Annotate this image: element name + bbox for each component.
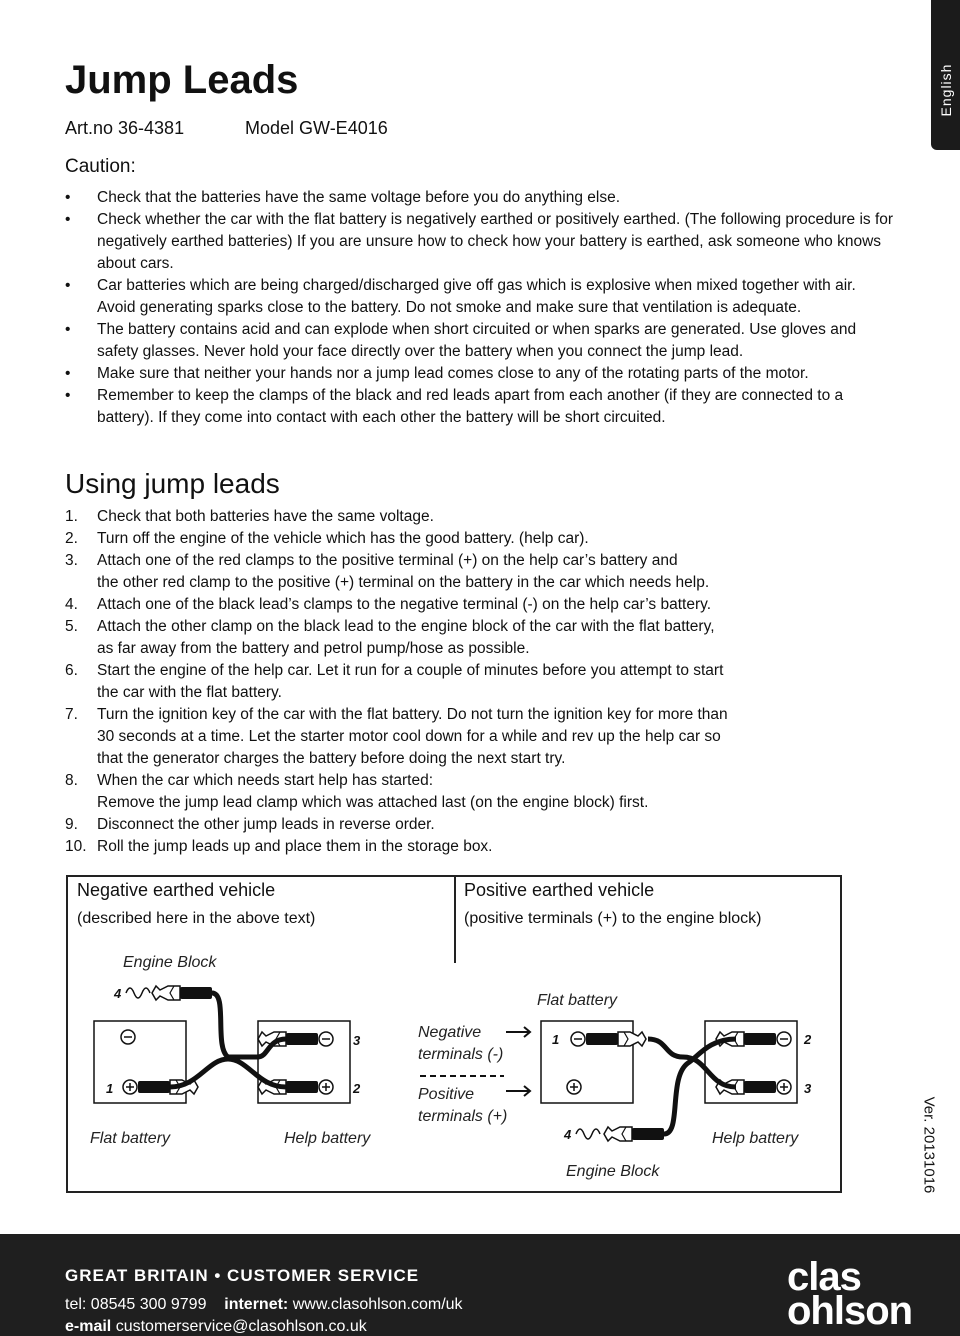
using-heading: Using jump leads — [65, 468, 280, 499]
step-number: 10. — [65, 838, 87, 855]
step-text: Start the engine of the help car. Let it run for a couple of minutes before you attempt to start the car with the flat battery. — [97, 662, 724, 701]
terminal-number-2: 2 — [353, 1081, 361, 1096]
right-engine-block-clamp — [604, 1127, 664, 1141]
right-engine-block-label: Engine Block — [566, 1163, 660, 1180]
right-terminal-number-4: 4 — [564, 1127, 572, 1142]
right-terminal-number-1: 1 — [552, 1032, 560, 1047]
internet-label: internet: — [224, 1296, 289, 1313]
legend-positive-line1: Positive — [418, 1086, 475, 1103]
step-number: 3. — [65, 552, 78, 569]
step-number: 7. — [65, 706, 78, 723]
article-number: Art.no 36-4381 — [65, 118, 185, 138]
page-title: Jump Leads — [65, 58, 299, 102]
footer-contact-line — [65, 1296, 463, 1314]
step-item — [65, 770, 895, 814]
engine-block-clamp — [152, 986, 212, 1000]
step-number: 8. — [65, 772, 78, 789]
logo-line-2: ohlson — [787, 1289, 913, 1333]
step-item — [65, 616, 895, 660]
positive-panel-title: Positive earthed vehicle — [464, 880, 655, 900]
footer-region: GREAT BRITAIN • CUSTOMER SERVICE — [65, 1266, 420, 1285]
left-flat-battery-label: Flat battery — [90, 1130, 171, 1147]
negative-panel-subtitle: (described here in the above text) — [77, 910, 316, 927]
wiring-diagram — [66, 875, 842, 1193]
legend-arrow-negative — [506, 1027, 530, 1037]
step-text: Attach one of the black lead’s clamps to the negative terminal (-) on the help car’s battery. — [97, 596, 712, 613]
step-text: Attach one of the red clamps to the positive terminal (+) on the help car’s battery and the other red clamp to the positive (+) terminal on the battery in the car which needs help. — [97, 552, 710, 591]
caution-item: • Remember to keep the clamps of the black and red leads apart from each another (if they are connected to a battery). If they come into contact with each other the battery will be short circuited. — [65, 385, 895, 429]
engine-block-terminal-icon — [126, 988, 150, 998]
step-text: Roll the jump leads up and place them in the storage box. — [97, 838, 493, 855]
step-text: Check that both batteries have the same voltage. — [97, 508, 434, 525]
step-item — [65, 506, 895, 528]
terminal-number-1: 1 — [106, 1081, 114, 1096]
step-text: Turn off the engine of the vehicle which has the good battery. (help car). — [97, 530, 589, 547]
legend-positive-line2: terminals (+) — [418, 1108, 508, 1125]
right-terminal-number-3: 3 — [804, 1081, 812, 1096]
step-item — [65, 836, 895, 858]
footer — [0, 1234, 960, 1336]
email-label: e-mail — [65, 1318, 112, 1335]
step-number: 1. — [65, 508, 78, 525]
product-meta — [65, 118, 388, 139]
right-flat-minus-clamp — [586, 1032, 646, 1046]
positive-panel-subtitle: (positive terminals (+) to the engine block) — [464, 910, 762, 927]
left-help-battery-label: Help battery — [284, 1130, 371, 1147]
language-label: English — [937, 63, 954, 117]
step-text: When the car which needs start help has started: Remove the jump lead clamp which was attached last (on the engine block) first. — [97, 772, 649, 811]
caution-item: • The battery contains acid and can explode when short circuited or when sparks are generated. Use gloves and safety glasses. Never hold your face directly over the battery when you connect the jump lead. — [65, 319, 895, 363]
legend-negative-line1: Negative — [418, 1024, 482, 1041]
terminal-number-3: 3 — [353, 1033, 361, 1048]
right-terminal-number-2: 2 — [804, 1032, 812, 1047]
version-label: Ver. 20131016 — [920, 1096, 938, 1194]
footer-email-line — [65, 1318, 367, 1336]
step-number: 9. — [65, 816, 78, 833]
step-text: Turn the ignition key of the car with the flat battery. Do not turn the ignition key for more than 30 seconds at a time. Let the starter motor cool down for a while and rev up the help car so that the generator charges the battery before doing the next start try. — [97, 706, 728, 767]
legend-arrow-positive — [506, 1086, 530, 1096]
caution-item: • Make sure that neither your hands nor a jump lead comes close to any of the rotating parts of the motor. — [65, 363, 895, 385]
step-number: 5. — [65, 618, 78, 635]
internet-link[interactable]: www.clasohlson.com/uk — [292, 1296, 463, 1313]
steps-list — [65, 506, 895, 858]
email-link[interactable]: customerservice@clasohlson.co.uk — [115, 1318, 367, 1335]
terminal-number-4: 4 — [114, 986, 122, 1001]
step-item — [65, 814, 895, 836]
red-lead — [170, 1059, 286, 1087]
logo-line-1: clas — [787, 1255, 861, 1299]
right-flat-battery-label: Flat battery — [537, 992, 618, 1009]
legend-negative-line2: terminals (-) — [418, 1046, 504, 1063]
step-number: 6. — [65, 662, 78, 679]
left-engine-block-label: Engine Block — [123, 954, 217, 971]
step-number: 4. — [65, 596, 78, 613]
language-tab — [931, 0, 960, 150]
jump-lead-schematic — [68, 877, 840, 1191]
caution-item: • Car batteries which are being charged/discharged give off gas which is explosive when mixed together with air. Avoid generating sparks close to the battery. Do not smoke and make sure that ventilation is adequate. — [65, 275, 895, 319]
clas-ohlson-logo — [787, 1255, 913, 1333]
step-item — [65, 550, 895, 594]
caution-list — [65, 187, 895, 429]
step-item — [65, 660, 895, 704]
tel-number: 08545 300 9799 — [90, 1296, 207, 1313]
step-item — [65, 704, 895, 770]
step-text: Disconnect the other jump leads in reverse order. — [97, 816, 435, 833]
step-item — [65, 594, 895, 616]
tel-label: tel: — [65, 1296, 87, 1313]
right-engine-block-terminal-icon — [576, 1129, 600, 1139]
black-lead — [212, 993, 286, 1057]
negative-panel-title: Negative earthed vehicle — [77, 880, 276, 900]
model-number: Model GW-E4016 — [245, 118, 388, 138]
help-minus-clamp — [258, 1032, 318, 1046]
caution-heading: Caution: — [65, 156, 136, 177]
right-help-battery-label: Help battery — [712, 1130, 799, 1147]
caution-item: • Check that the batteries have the same voltage before you do anything else. — [65, 187, 895, 209]
caution-item: • Check whether the car with the flat battery is negatively earthed or positively earthed. (The following procedure is for negatively earthed batteries) If you are unsure how to check how your battery is earthed, ask someone who knows about cars. — [65, 209, 895, 275]
step-text: Attach the other clamp on the black lead to the engine block of the car with the flat battery, as far away from the battery and petrol pump/hose as possible. — [97, 618, 715, 657]
step-number: 2. — [65, 530, 78, 547]
step-item — [65, 528, 895, 550]
